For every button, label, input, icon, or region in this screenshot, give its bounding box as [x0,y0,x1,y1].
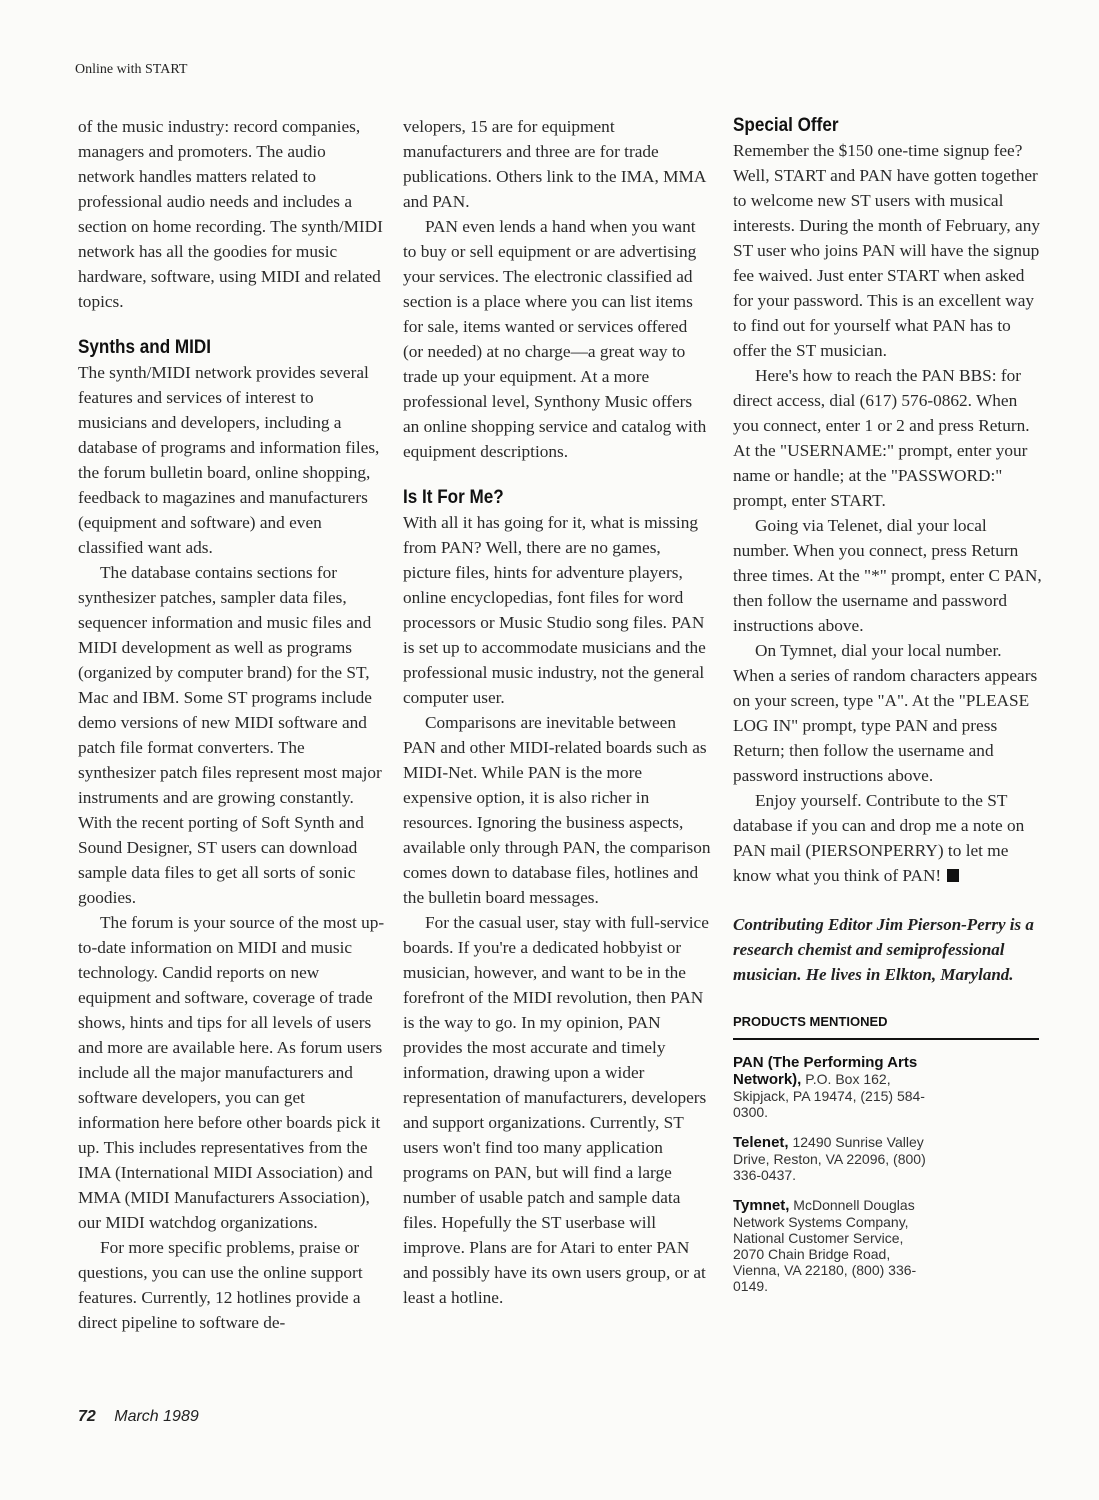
column-2 [403,114,711,1310]
end-of-article-mark [947,869,959,882]
paragraph: of the music industry: record companies, managers and promoters. The audio network handles matters related to professional audio needs and includes a section on home recording. The synth/MIDI network has all the goodies for music hardware, software, using MIDI and related topics. [78,117,383,311]
paragraph: For the casual user, stay with full-service boards. If you're a dedicated hobbyist or musician, however, and want to be in the forefront of the MIDI revolution, then PAN is the way to go. In my opinion, PAN provides the most accurate and timely information, drawing upon a wider representation of manufacturers, developers and support organizations. Currently, ST users won't find too many application programs on PAN, but will find a large number of usable patch and sample data files. Hopefully the ST userbase will improve. Plans are for Atari to enter PAN and possibly have its own users group, or at least a hotline. [403,913,709,1307]
paragraph: The forum is your source of the most up-to-date information on MIDI and music technology. Candid reports on new equipment and software, coverage of trade shows, hints and tips for all levels of users and more are available here. As forum users include all the major manufacturers and software developers, you can get information here before other boards pick it up. This includes representatives from the IMA (International MIDI Association) and MMA (MIDI Manufacturers Association), our MIDI watchdog organizations. [78,913,385,1232]
product-name: Tymnet, [733,1197,790,1214]
paragraph: PAN even lends a hand when you want to buy or sell equipment or are advertising your services. The electronic classified ad section is a place where you can list items for sale, items wanted or services offered (or needed) at no charge—a great way to trade up your equipment. At a more professional level, Synthony Music offers an online shopping service and catalog with equipment descriptions. [403,217,707,461]
running-head: Online with START [75,62,188,77]
issue-date: March 1989 [114,1408,199,1425]
section-heading-synths-and-midi: Synths and MIDI [78,337,212,358]
paragraph: Remember the $150 one-time signup fee? Well, START and PAN have gotten together to welcome new ST users with musical interests. During the month of February, any ST user who joins PAN will have the signup fee waived. Just enter START when asked for your password. This is an excellent way to find out for yourself what PAN has to offer the ST musician. [733,141,1040,360]
author-bio: Contributing Editor Jim Pierson-Perry is a research chemist and semiprofessional musician. He lives in Elkton, Maryland. [733,915,1034,984]
product-entry [733,1197,928,1294]
section-heading-is-it-for-me: Is It For Me? [403,487,504,508]
product-entry [733,1134,928,1183]
product-details: 12490 Sunrise Valley Drive, Reston, VA 22096, (800) 336-0437. [733,1134,926,1183]
products-mentioned-box [733,1009,1039,1294]
paragraph: The synth/MIDI network provides several features and services of interest to musicians and developers, including a database of programs and information files, the forum bulletin board, online shopping, feedback to magazines and manufacturers (equipment and software) and even classified want ads. [78,363,380,557]
column-3 [733,114,1045,1294]
products-mentioned-title: PRODUCTS MENTIONED [733,1009,1039,1040]
paragraph: Comparisons are inevitable between PAN and other MIDI-related boards such as MIDI-Net. While PAN is the more expensive option, it is also richer in resources. Ignoring the business aspects, available only through PAN, the comparison comes down to database files, hotlines and the bulletin board messages. [403,713,711,907]
paragraph: The database contains sections for synthesizer patches, sampler data files, sequencer information and music files and MIDI development as well as programs (organized by computer brand) for the ST, Mac and IBM. Some ST programs include demo versions of new MIDI software and patch file format converters. The synthesizer patch files represent most major instruments and are growing constantly. With the recent porting of Soft Synth and Sound Designer, ST users can download sample data files to get all sorts of sonic goodies. [78,563,382,907]
product-details: McDonnell Douglas Network Systems Company, National Customer Service, 2070 Chain Bridge Road, Vienna, VA 22180, (800) 336-0149. [733,1197,917,1294]
product-details: P.O. Box 162, Skipjack, PA 19474, (215) 584-0300. [733,1071,925,1120]
paragraph: For more specific problems, praise or questions, you can use the online support features. Currently, 12 hotlines provide a direct pipeline to software de- [78,1238,363,1332]
closing-text: Enjoy yourself. Contribute to the ST database if you can and drop me a note on PAN mail (PIERSONPERRY) to let me know what you think of PAN! [733,791,1025,885]
product-name: Telenet, [733,1134,789,1151]
paragraph: Here's how to reach the PAN BBS: for direct access, dial (617) 576-0862. When you connect, enter 1 or 2 and press Return. At the "USERNAME:" prompt, enter your name or handle; at the "PASSWORD:" prompt, enter START. [733,366,1030,510]
page-number: 72 [78,1408,96,1425]
column-1 [78,114,386,1335]
product-name: PAN (The Performing Arts Network), [733,1054,918,1088]
paragraph: With all it has going for it, what is missing from PAN? Well, there are no games, picture files, hints for adventure players, online encyclopedias, font files for word processors or Music Studio song files. PAN is set up to accommodate musicians and the professional music industry, not the general computer user. [403,513,706,707]
paragraph: Going via Telenet, dial your local number. When you connect, press Return three times. At the "*" prompt, enter C PAN, then follow the username and password instructions above. [733,516,1042,635]
section-heading-special-offer: Special Offer [733,115,839,136]
paragraph: velopers, 15 are for equipment manufacturers and three are for trade publications. Others link to the IMA, MMA and PAN. [403,117,706,211]
paragraph [733,788,1045,888]
paragraph: On Tymnet, dial your local number. When a series of random characters appears on your screen, type "A". At the "PLEASE LOG IN" prompt, type PAN and press Return; then follow the username and password instructions above. [733,641,1038,785]
page-footer [78,1408,199,1426]
product-entry [733,1054,928,1120]
